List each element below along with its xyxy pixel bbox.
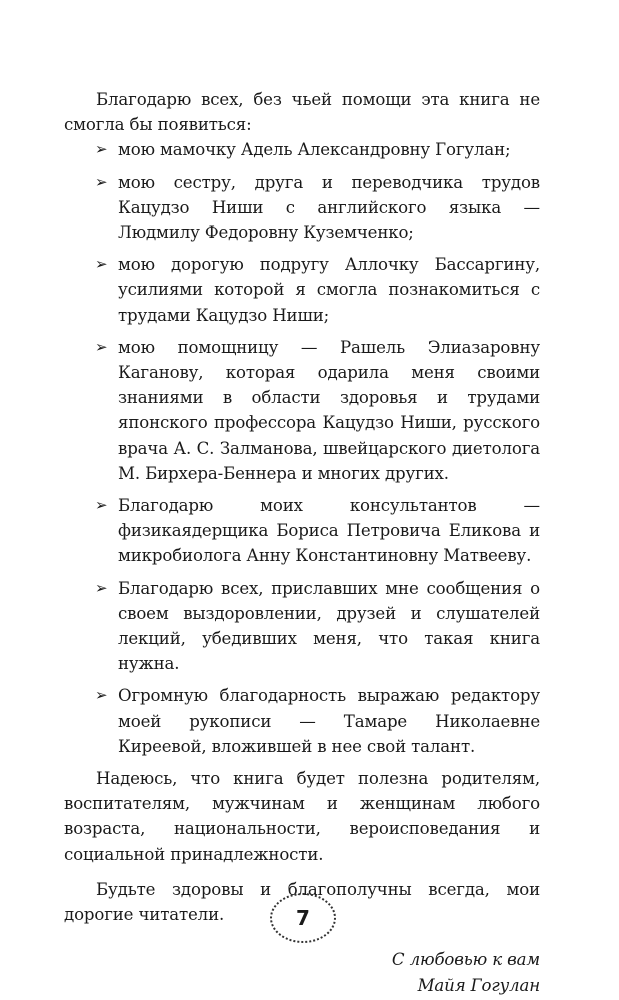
arrow-bullet-icon: ➢ [95, 255, 108, 274]
arrow-bullet-icon: ➢ [95, 686, 108, 705]
list-item-text: Благодарю всех, приславших мне сообщения о своем выздоровлении, друзей и слушателей лекций, убедивших меня, что такая книга нужна. [118, 578, 540, 674]
list-item [64, 493, 540, 569]
page-number: 7 [296, 906, 310, 930]
arrow-bullet-icon: ➢ [95, 496, 108, 515]
arrow-bullet-icon: ➢ [95, 337, 108, 356]
signature-line-1: С любовью к вам [391, 950, 540, 970]
wish-paragraph: Будьте здоровы и благополучны всегда, мои дорогие читатели. [64, 879, 540, 925]
list-item [64, 683, 540, 759]
list-item-text: Благодарю моих консультантов — физикаядерщика Бориса Петровича Еликова и микробиолога Анну Константиновну Матвееву. [118, 496, 540, 566]
list-item [64, 576, 540, 677]
list-item [64, 335, 540, 486]
list-item-text: мою дорогую подругу Аллочку Бассаргину, усилиями которой я смогла познакомиться с трудами Кацудзо Ниши; [118, 255, 540, 325]
arrow-bullet-icon: ➢ [95, 140, 108, 159]
arrow-bullet-icon: ➢ [95, 578, 108, 597]
hope-paragraph: Надеюсь, что книга будет полезна родителям, воспитателям, мужчинам и женщинам любого возраста, национальности, вероисповедания и социальной принадлежности. [64, 769, 540, 864]
list-item-text: Огромную благодарность выражаю редактору моей рукописи — Тамаре Николаевне Киреевой, вложившей в нее свой талант. [118, 686, 540, 756]
arrow-bullet-icon: ➢ [95, 172, 108, 191]
list-item-text: мою сестру, друга и переводчика трудов Кацудзо Ниши с английского языка — Людмилу Федоровну Куземченко; [118, 172, 540, 243]
list-item-text: мою помощницу — Рашель Элиазаровну Каганову, которая одарила меня своими знаниями в области здоровья и трудами японского профессора Кацудзо Ниши, русского врача А. С. Залманова, швейцарского диетолога М. Бирхера-Беннера и многих других. [118, 337, 540, 483]
list-item [64, 170, 540, 246]
signature-author: Майя Гогулан [417, 976, 540, 996]
acknowledgements-list [64, 137, 540, 759]
page-number-frame [270, 893, 336, 943]
list-item-text: мою мамочку Адель Александровну Гогулан; [118, 140, 511, 160]
list-item [64, 137, 540, 162]
list-item [64, 252, 540, 328]
body-text [64, 87, 540, 999]
intro-paragraph: Благодарю всех, без чьей помощи эта книга не смогла бы появиться: [64, 90, 540, 135]
signature [64, 947, 540, 999]
